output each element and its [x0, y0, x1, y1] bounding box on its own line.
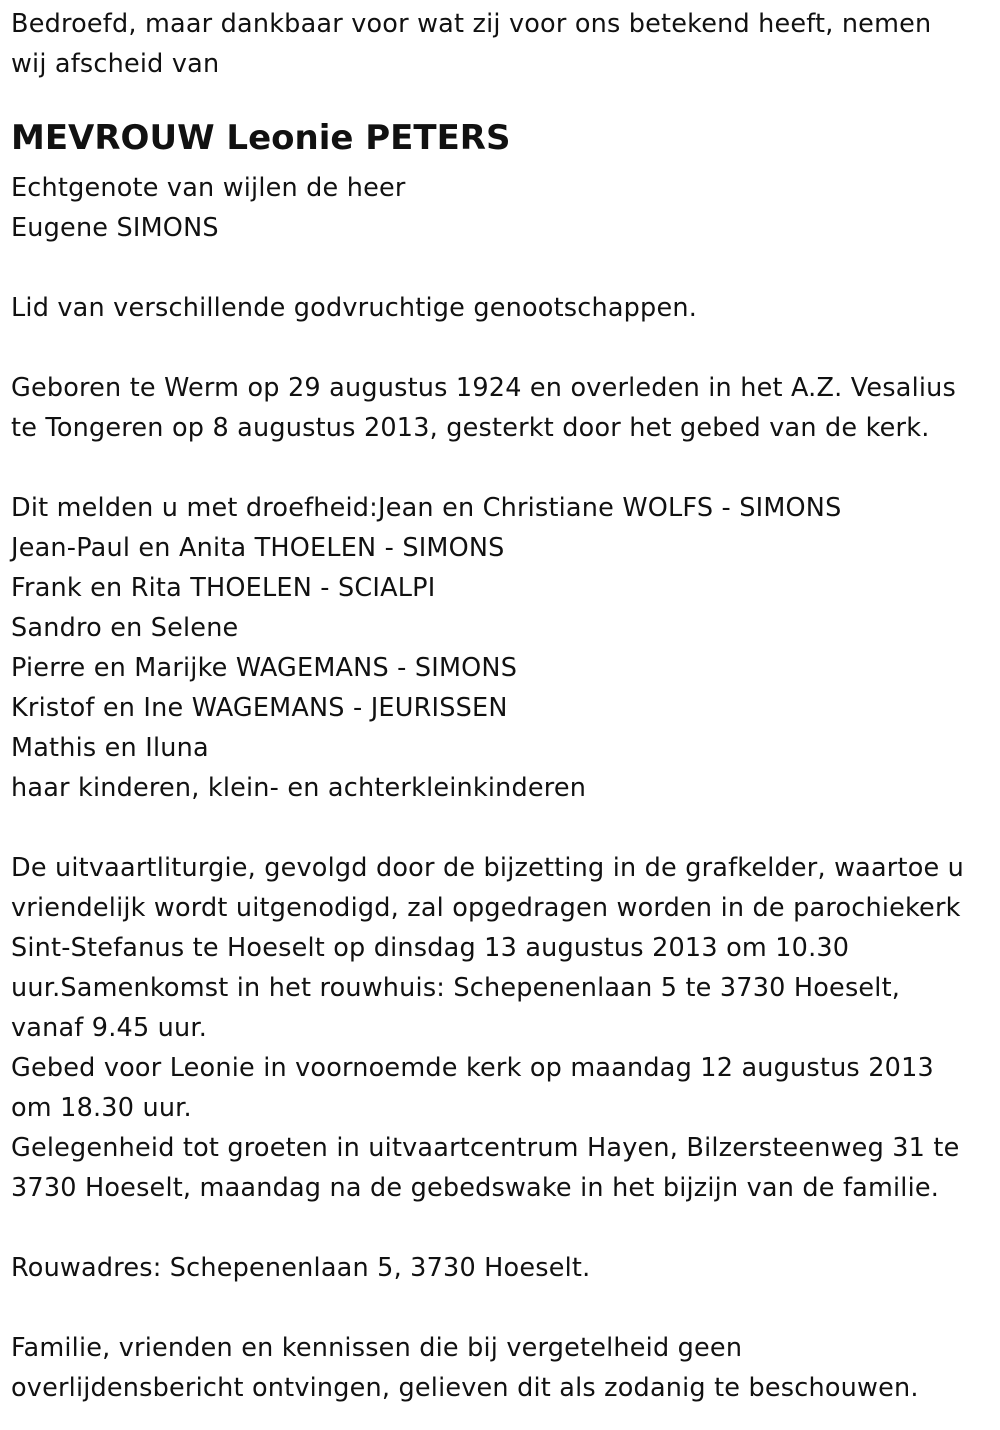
spouse-paragraph — [11, 168, 990, 248]
text-line: om 18.30 uur. — [11, 1093, 192, 1123]
text-line: Familie, vrienden en kennissen die bij vergetelheid geen — [11, 1333, 743, 1363]
text-line: te Tongeren op 8 augustus 2013, gesterkt door het gebed van de kerk. — [11, 413, 930, 443]
text-line: Geboren te Werm op 29 augustus 1924 en overleden in het A.Z. Vesalius — [11, 373, 957, 403]
text-line: Eugene SIMONS — [11, 213, 219, 243]
text-line: 3730 Hoeselt, maandag na de gebedswake in het bijzijn van de familie. — [11, 1173, 940, 1203]
intro-paragraph — [11, 4, 990, 84]
text-line: De uitvaartliturgie, gevolgd door de bijzetting in de grafkelder, waartoe u — [11, 853, 965, 883]
text-line: Bedroefd, maar dankbaar voor wat zij voor ons betekend heeft, nemen — [11, 9, 932, 39]
birth-death-paragraph — [11, 368, 990, 448]
text-line: Frank en Rita THOELEN - SCIALPI — [11, 573, 436, 603]
text-line: Dit melden u met droefheid:Jean en Christiane WOLFS - SIMONS — [11, 493, 842, 523]
text-line: Sint-Stefanus te Hoeselt op dinsdag 13 augustus 2013 om 10.30 — [11, 933, 850, 963]
address-paragraph — [11, 1248, 990, 1288]
text-line: uur.Samenkomst in het rouwhuis: Schepenenlaan 5 te 3730 Hoeselt, — [11, 973, 901, 1003]
text-line: Sandro en Selene — [11, 613, 239, 643]
ceremony-paragraph — [11, 848, 990, 1208]
spacer — [11, 1288, 990, 1328]
text-line: wij afscheid van — [11, 49, 220, 79]
spacer — [11, 248, 990, 288]
text-line: haar kinderen, klein- en achterkleinkinderen — [11, 773, 587, 803]
text-line: overlijdensbericht ontvingen, gelieven dit als zodanig te beschouwen. — [11, 1373, 919, 1403]
spacer — [11, 328, 990, 368]
text-line: Gebed voor Leonie in voornoemde kerk op maandag 12 augustus 2013 — [11, 1053, 934, 1083]
family-paragraph — [11, 488, 990, 808]
text-line: Echtgenote van wijlen de heer — [11, 173, 406, 203]
spacer — [11, 448, 990, 488]
text-line: Pierre en Marijke WAGEMANS - SIMONS — [11, 653, 518, 683]
text-line: Mathis en Iluna — [11, 733, 209, 763]
text-line: Rouwadres: Schepenenlaan 5, 3730 Hoeselt. — [11, 1253, 591, 1283]
text-line: vanaf 9.45 uur. — [11, 1013, 208, 1043]
closing-paragraph — [11, 1328, 990, 1408]
text-line: Gelegenheid tot groeten in uitvaartcentrum Hayen, Bilzersteenweg 31 te — [11, 1133, 960, 1163]
spacer — [11, 1208, 990, 1248]
text-line: Kristof en Ine WAGEMANS - JEURISSEN — [11, 693, 508, 723]
membership-paragraph — [11, 288, 990, 328]
deceased-name: MEVROUW Leonie PETERS — [11, 118, 511, 158]
text-line: vriendelijk wordt uitgenodigd, zal opgedragen worden in de parochiekerk — [11, 893, 961, 923]
text-line: Lid van verschillende godvruchtige genootschappen. — [11, 293, 697, 323]
text-line: Jean-Paul en Anita THOELEN - SIMONS — [11, 533, 505, 563]
spacer — [11, 808, 990, 848]
